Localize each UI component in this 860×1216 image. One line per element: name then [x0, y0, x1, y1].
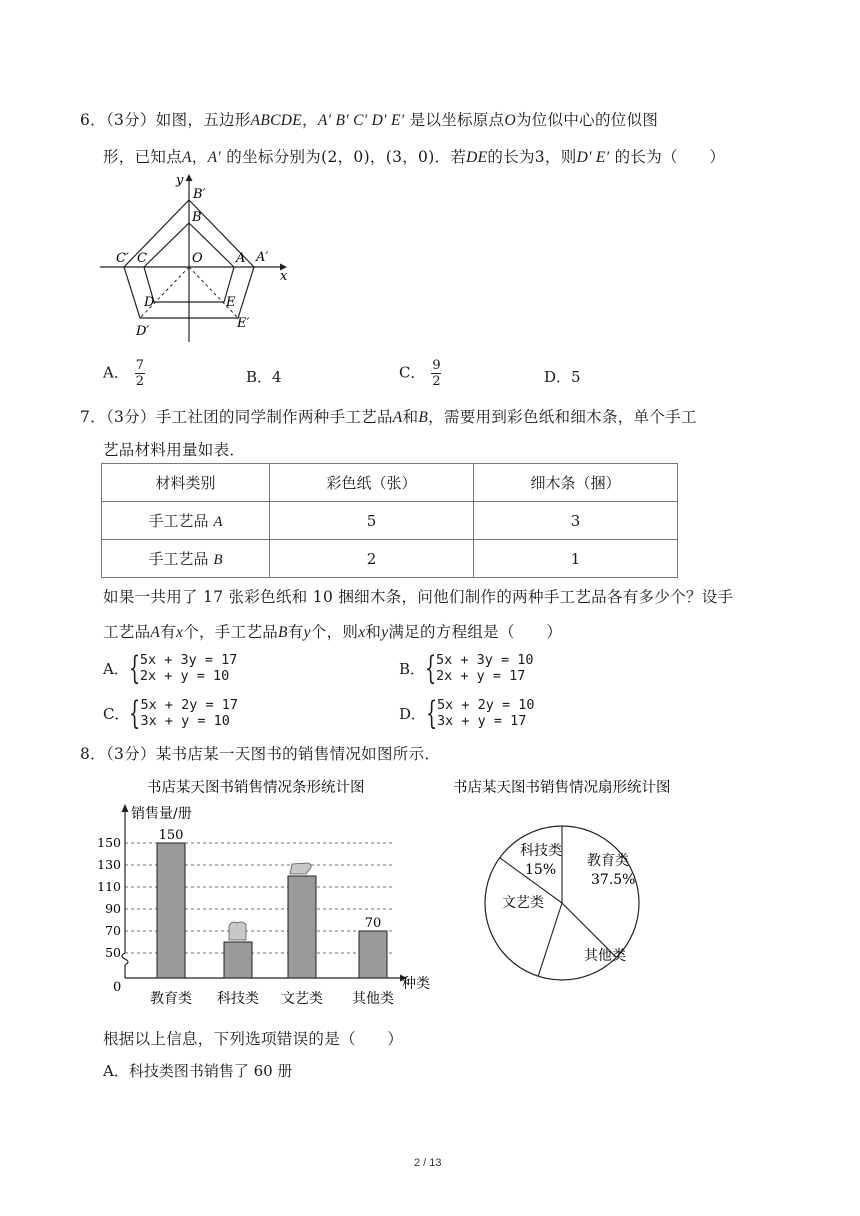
table-cell: 手工艺品 A	[102, 502, 270, 540]
page-number: 2 / 13	[414, 1157, 442, 1169]
q6-option-d[interactable]: D．5	[544, 368, 581, 386]
dash-o-e	[189, 267, 238, 318]
brace-icon: {	[425, 649, 437, 687]
table-cell: 5	[270, 502, 474, 540]
x-axis-label: 种类	[402, 976, 430, 992]
q7-option-a[interactable]: A． { 5x + 3y = 17 2x + y = 10	[103, 649, 238, 687]
table-row	[102, 540, 678, 578]
dash-o-d	[140, 267, 189, 318]
pie-chart	[445, 770, 715, 995]
bar	[224, 942, 252, 978]
pie-slice-label: 文艺类	[502, 895, 544, 911]
pie-slice-label: 其他类	[584, 948, 626, 964]
label-e-prime: E′	[237, 316, 250, 331]
q6-option-c[interactable]: C． $\frac{9}{2}$	[399, 358, 441, 389]
y-tick-label: 50	[105, 945, 121, 960]
q7-option-d[interactable]: D． { 5x + 2y = 10 3x + y = 17	[399, 694, 535, 732]
brace-icon: {	[426, 694, 438, 732]
table-header: 材料类别	[102, 464, 270, 502]
origin-label: 0	[113, 980, 122, 995]
label-d: D	[144, 295, 155, 310]
label-o: O	[192, 251, 203, 266]
q7-option-b[interactable]: B． { 5x + 3y = 10 2x + y = 17	[399, 649, 534, 687]
pie-slice-label: 科技类	[520, 843, 562, 859]
label-a: A	[236, 251, 246, 266]
table-row	[102, 502, 678, 540]
table-header: 彩色纸（张）	[270, 464, 474, 502]
q8-question: 根据以上信息，下列选项错误的是（ ）	[103, 1030, 404, 1048]
label-e: E	[226, 295, 236, 310]
smudge-icon	[229, 922, 246, 940]
bar-value-label: 70	[364, 916, 382, 931]
label-d-prime: D′	[136, 324, 150, 339]
label-b: B	[192, 210, 202, 225]
y-tick-label: 150	[97, 835, 121, 850]
bar	[157, 843, 185, 978]
bar-value-label: 150	[158, 828, 184, 843]
q7-line-1: 7．（3分）手工社团的同学制作两种手工艺品A和B，需要用到彩色纸和细木条，单个手工	[80, 408, 697, 426]
pie-slice-percent: 37.5%	[591, 872, 636, 888]
x-tick-label: 科技类	[217, 991, 259, 1007]
x-tick-label: 其他类	[352, 991, 394, 1007]
label-y: y	[176, 173, 184, 188]
y-tick-label: 70	[105, 923, 121, 938]
label-b-prime: B′	[193, 187, 206, 202]
y-axis-arrow	[122, 804, 129, 812]
q6-option-b[interactable]: B．4	[246, 368, 282, 386]
x-tick-label: 文艺类	[281, 991, 323, 1007]
q6-line-2: 形，已知点A，A′ 的坐标分别为(2，0)，(3，0)．若DE的长为3，则D′ E′ 的长为（ ）	[103, 148, 726, 166]
label-x: x	[280, 269, 288, 284]
label-a-prime: A′	[256, 250, 269, 265]
pie-slice-label: 教育类	[587, 853, 629, 869]
table-header: 细木条（捆）	[474, 464, 678, 502]
fraction-9-2: $\frac{9}{2}$	[432, 358, 441, 389]
bar	[288, 876, 316, 978]
bar-chart	[95, 770, 450, 1015]
axis-break-icon	[122, 953, 128, 965]
y-axis-arrow	[186, 174, 193, 181]
fraction-7-2: $\frac{7}{2}$	[135, 358, 144, 389]
y-tick-label: 130	[97, 857, 121, 872]
label-c-prime: C′	[116, 251, 129, 266]
bar-chart-title: 书店某天图书销售情况条形统计图	[147, 780, 365, 796]
x-tick-label: 教育类	[150, 991, 192, 1007]
q6-option-a[interactable]: A． $\frac{7}{2}$	[103, 358, 144, 389]
table-cell: 1	[474, 540, 678, 578]
q7-line-4: 工艺品A有x个，手工艺品B有y个，则x和y满足的方程组是（ ）	[103, 623, 563, 641]
y-tick-label: 90	[105, 901, 121, 916]
q8-line-1: 8．（3分）某书店某一天图书的销售情况如图所示．	[80, 745, 441, 763]
table-cell: 手工艺品 B	[102, 540, 270, 578]
q8-option-a[interactable]: A．科技类图书销售了 60 册	[103, 1062, 293, 1080]
table-header-row	[102, 464, 678, 502]
pie-slice-percent: 15%	[525, 862, 557, 878]
bar	[359, 931, 387, 978]
pie-chart-title: 书店某天图书销售情况扇形统计图	[453, 780, 671, 796]
q7-line-3: 如果一共用了 17 张彩色纸和 10 捆细木条，问他们制作的两种手工艺品各有多少个？设手	[103, 588, 734, 606]
q7-line-2: 艺品材料用量如表．	[103, 441, 246, 459]
y-tick-label: 110	[97, 879, 121, 894]
table-cell: 3	[474, 502, 678, 540]
table-cell: 2	[270, 540, 474, 578]
smudge-icon	[290, 863, 311, 874]
q6-line-1: 6．（3分）如图，五边形ABCDE，A′ B′ C′ D′ E′ 是以坐标原点O为位似中心的位似图	[80, 111, 659, 129]
brace-icon: {	[128, 649, 141, 687]
brace-icon: {	[129, 694, 141, 732]
pentagon-figure	[100, 170, 300, 345]
materials-table	[101, 463, 678, 578]
label-c: C	[137, 251, 147, 266]
q7-option-c[interactable]: C． { 5x + 2y = 17 3x + y = 10	[103, 694, 239, 732]
bar-chart-ylabel: 销售量/册	[131, 806, 192, 822]
